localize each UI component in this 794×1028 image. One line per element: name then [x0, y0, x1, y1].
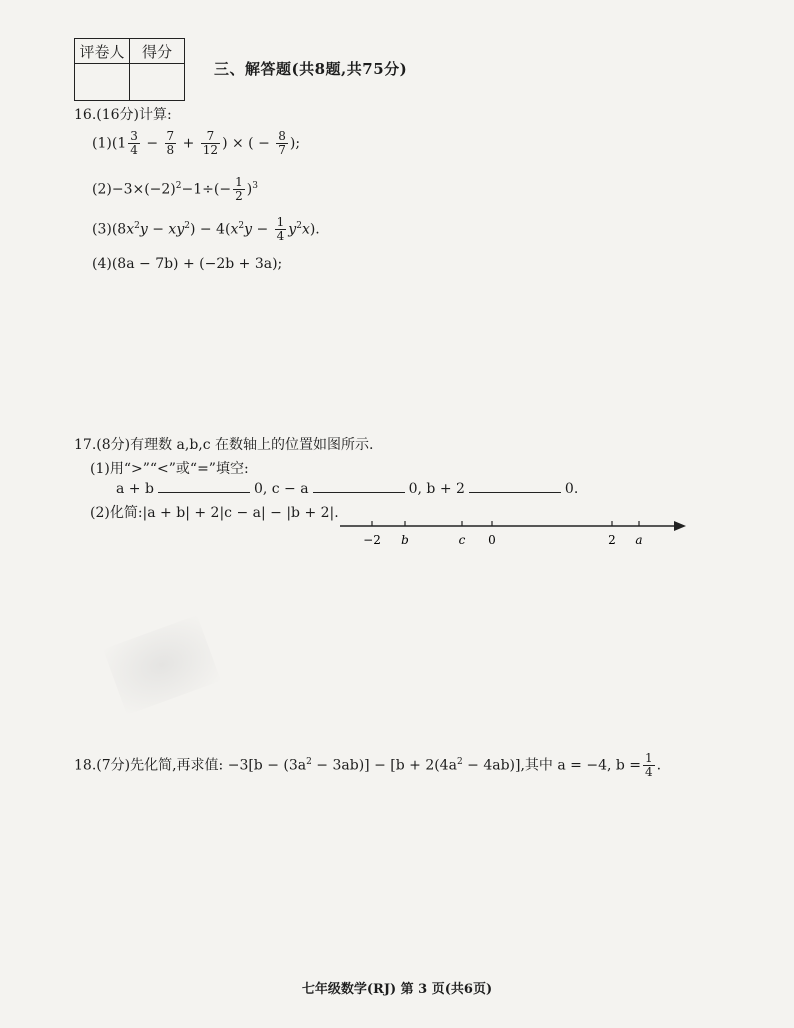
q16-part2: $(2)-3\times(-2)^2-1\div(-$ $\frac{1}{2}$ )$^3$	[92, 175, 258, 203]
q17-heading: 17.(8分)有理数 a,b,c 在数轴上的位置如图所示.	[74, 437, 374, 453]
q17-part2: (2)化简:|a + b| + 2|c − a| − |b + 2|.	[90, 505, 339, 521]
paper-smudge	[103, 615, 221, 715]
number-line-label: a	[635, 533, 643, 547]
reviewer-label: 评卷人	[75, 39, 130, 64]
answer-blank-2	[313, 480, 405, 493]
answer-blank-1	[158, 480, 250, 493]
number-line-label: 2	[608, 533, 616, 547]
fraction: $\frac{7}{12}$	[202, 129, 219, 157]
number-line-arrow	[674, 521, 686, 531]
q17-blanks: a + b 0, c − a 0, b + 2 0.	[116, 481, 579, 497]
fraction: $\frac{1}{4}$	[645, 751, 653, 779]
reviewer-cell	[75, 64, 130, 101]
fraction: $\frac{7}{8}$	[166, 129, 175, 157]
score-table	[74, 38, 185, 101]
section-title: 三、解答题(共8题,共75分)	[214, 60, 408, 78]
q16-part1: (1)(1 $\frac{3}{4}$ − $\frac{7}{8}$ + $\frac{7}{12}$ ) × ( − $\frac{8}{7}$ );	[92, 129, 301, 157]
fraction: $\frac{8}{7}$	[278, 129, 286, 157]
q18-heading: 18.(7分)先化简,再求值: $-3[b - (3a^2 - 3ab)] - [b + 2(4a^2 - 4ab)]$,其中 a = −4, b = $\frac{1}{4}$ .	[74, 751, 662, 779]
answer-blank-3	[469, 480, 561, 493]
page-footer: 七年级数学(RJ) 第 3 页(共6页)	[301, 982, 493, 997]
q17-part1: (1)用“>”“<”或“=”填空:	[90, 461, 249, 477]
number-line-label: 0	[488, 533, 496, 547]
score-cell	[130, 64, 185, 101]
q16-part4: (4)(8a − 7b) + (−2b + 3a);	[92, 256, 283, 272]
number-line-label: c	[458, 533, 466, 547]
score-label: 得分	[130, 39, 185, 64]
q16-part3: $(3)(8x^2y - xy^2) - 4(x^2y$ − $\frac{1}{4}$ $y^2x$).	[92, 215, 320, 243]
fraction: $\frac{3}{4}$	[130, 129, 138, 157]
number-line	[340, 514, 690, 554]
fraction: $\frac{1}{4}$	[276, 215, 285, 243]
fraction: $\frac{1}{2}$	[235, 175, 243, 203]
number-line-label: −2	[363, 533, 381, 547]
number-line-label: b	[401, 533, 409, 547]
q16-heading: 16.(16分)计算:	[74, 107, 172, 123]
